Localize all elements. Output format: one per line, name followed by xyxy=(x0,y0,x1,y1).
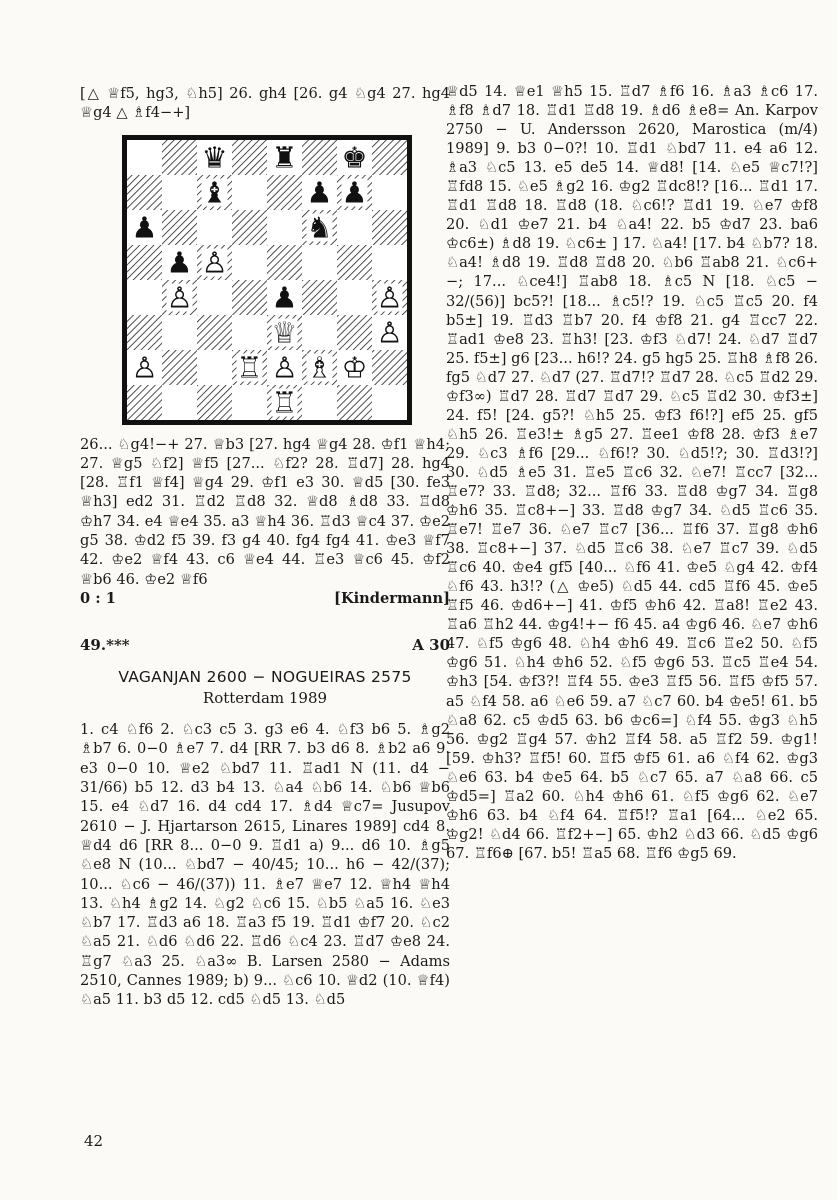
black-knight-icon: ♞ xyxy=(306,210,333,245)
board-square xyxy=(302,385,337,420)
result-line xyxy=(80,589,450,608)
game-number: 49.*** xyxy=(80,636,130,655)
board-square xyxy=(127,315,162,350)
board-square xyxy=(302,315,337,350)
board-square xyxy=(337,385,372,420)
board-square xyxy=(267,175,302,210)
board-square xyxy=(162,175,197,210)
black-pawn-icon: ♟ xyxy=(306,175,333,210)
white-bishop-icon: ♗ xyxy=(306,350,333,385)
board-square xyxy=(232,210,267,245)
board-square xyxy=(267,210,302,245)
post-diagram-text: 26... ♘g4!−+ 27. ♕b3 [27. hg4 ♕g4 28. ♔f1 ♕h4; 27. ♕g5 ♘f2] ♕f5 [27... ♘f2? 28. ♖d7] 28. hg4 [28. ♖f1 ♕f4] ♕g4 29. ♔f1 e3 30. ♕d5 [30. fe3 ♕h3] ed2 31. ♖d2 ♖d8 32. ♕d8 ♗d8 33. ♖d8 ♔h7 34. e4 ♕e4 35. a3 ♕h4 36. ♖d3 ♕c4 37. ♔e2 g5 38. ♔d2 f5 39. f3 g4 40. fg4 fg4 41. ♔e3 ♕f7 42. ♔e2 ♕f4 43. c6 ♕e4 44. ♖e3 ♕c6 45. ♔f2 ♕b6 46. ♔e2 ♕f6 xyxy=(80,435,450,588)
chess-board xyxy=(122,135,412,425)
board-square xyxy=(337,280,372,315)
black-pawn-icon: ♟ xyxy=(271,280,298,315)
board-square xyxy=(232,385,267,420)
board-square xyxy=(162,210,197,245)
black-pawn-icon: ♟ xyxy=(131,210,158,245)
game-title: VAGANJAN 2600 − NOGUEIRAS 2575 xyxy=(118,667,412,686)
white-rook-icon: ♖ xyxy=(236,350,263,385)
board-square xyxy=(197,280,232,315)
board-square xyxy=(162,315,197,350)
page-number: 42 xyxy=(84,1132,104,1150)
board-square xyxy=(337,315,372,350)
board-square xyxy=(302,140,337,175)
left-column xyxy=(80,84,450,1010)
black-queen-icon: ♛ xyxy=(201,140,228,175)
white-pawn-icon: ♙ xyxy=(166,280,193,315)
eco-code: A 30 xyxy=(412,636,450,655)
black-rook-icon: ♜ xyxy=(271,140,298,175)
annotator: [Kindermann] xyxy=(334,589,450,607)
board-square xyxy=(197,210,232,245)
board-square xyxy=(232,315,267,350)
board-square xyxy=(162,350,197,385)
board-square xyxy=(337,210,372,245)
chess-diagram xyxy=(122,135,412,425)
black-pawn-icon: ♟ xyxy=(341,175,368,210)
board-square xyxy=(302,245,337,280)
white-pawn-icon: ♙ xyxy=(376,315,403,350)
game-place: Rotterdam 1989 xyxy=(202,688,328,707)
white-pawn-icon: ♙ xyxy=(376,280,403,315)
board-square xyxy=(127,385,162,420)
board-square xyxy=(127,245,162,280)
board-square xyxy=(162,140,197,175)
board-square xyxy=(127,175,162,210)
board-square xyxy=(232,175,267,210)
black-king-icon: ♚ xyxy=(341,140,368,175)
white-king-icon: ♔ xyxy=(341,350,368,385)
pre-diagram-text: [△ ♕f5, hg3, ♘h5] 26. gh4 [26. g4 ♘g4 27. hg4 ♕g4 △ ♗f4−+] xyxy=(80,85,450,122)
board-square xyxy=(197,315,232,350)
board-square xyxy=(372,140,407,175)
board-square xyxy=(267,245,302,280)
white-pawn-icon: ♙ xyxy=(271,350,298,385)
game-header xyxy=(80,636,450,655)
white-rook-icon: ♖ xyxy=(271,385,298,420)
board-square xyxy=(302,280,337,315)
white-pawn-icon: ♙ xyxy=(131,350,158,385)
white-queen-icon: ♕ xyxy=(271,315,298,350)
board-square xyxy=(232,280,267,315)
board-square xyxy=(197,350,232,385)
board-square xyxy=(232,140,267,175)
board-square xyxy=(372,385,407,420)
board-square xyxy=(127,140,162,175)
board-square xyxy=(372,175,407,210)
game-moves: 1. c4 ♘f6 2. ♘c3 c5 3. g3 e6 4. ♘f3 b6 5. ♗g2 ♗b7 6. 0−0 ♗e7 7. d4 [RR 7. b3 d6 8. ♗b2 a6 9. e3 0−0 10. ♕e2 ♘bd7 11. ♖ad1 N (11. d4 − 31/66) b5 12. d3 b4 13. ♘a4 ♘b6 14. ♘b6 ♕b6 15. e4 ♘d7 16. d4 cd4 17. ♗d4 ♕c7= Jusupov 2610 − J. Hjartarson 2615, Linares 1989] cd4 8. ♕d4 d6 [RR 8... 0−0 9. ♖d1 a) 9... d6 10. ♗g5 ♘e8 N (10... ♘bd7 − 40/45; 10... h6 − 42/(37); 10... ♘c6 − 46/(37)) 11. ♗e7 ♕e7 12. ♕h4 ♕h4 13. ♘h4 ♗g2 14. ♘g2 ♘c6 15. ♘b5 ♘a5 16. ♘e3 ♘b7 17. ♖d3 a6 18. ♖a3 f5 19. ♖d1 ♔f7 20. ♘c2 ♘a5 21. ♘d6 ♘d6 22. ♖d6 ♘c4 23. ♖d7 ♔e8 24. ♖g7 ♘a3 25. ♘a3∞ B. Larsen 2580 − Adams 2510, Cannes 1989; b) 9... ♘c6 10. ♕d2 (10. ♕f4) ♘a5 11. b3 d5 12. cd5 ♘d5 13. ♘d5 xyxy=(80,721,450,1009)
board-square xyxy=(232,245,267,280)
board-square xyxy=(197,385,232,420)
right-column-text: ♕d5 14. ♕e1 ♕h5 15. ♖d7 ♗f6 16. ♗a3 ♗c6 17. ♗f8 ♗d7 18. ♖d1 ♖d8 19. ♗d6 ♗e8= An. Karpov 2750 − U. Andersson 2620, Marostica (m/4) 1989] 9. b3 0−0?! 10. ♖d1 ♘bd7 11. e4 a6 12. ♗a3 ♘c5 13. e5 de5 14. ♕d8! [14. ♘e5 ♕c7!?] ♖fd8 15. ♘e5 ♗g2 16. ♔g2 ♖dc8!? [16... ♖d1 17. ♖d1 ♖d8 18. ♖d8 (18. ♘c6!? ♖d1 19. ♘e7 ♔f8 20. ♘d1 ♔e7 21. b4 ♘a4! 22. b5 ♔d7 23. ba6 ♔c6±) ♗d8 19. ♘c6± ] 17. ♘a4! [17. b4 ♘b7? 18. ♘a4! ♗d8 19. ♖d8 ♖d8 20. ♘b6 ♖ab8 21. ♘c6+−; 17... ♘ce4!] ♖ab8 18. ♗c5 N [18. ♘c5 − 32/(56)] bc5?! [18... ♗c5!? 19. ♘c5 ♖c5 20. f4 b5±] 19. ♖d3 ♖b7 20. f4 ♔f8 21. g4 ♖cc7 22. ♖ad1 ♔e8 23. ♖h3! [23. ♔f3 ♘d7! 24. ♘d7 ♖d7 25. f5±] g6 [23... h6!? 24. g5 hg5 25. ♖h8 ♗f8 26. fg5 ♘d7 27. ♘d7 (27. ♖d7!? ♖d7 28. ♘c5 ♖d2 29. ♔f3∞) ♖d7 28. ♖d7 ♖d7 29. ♘c5 ♖d2 30. ♔f3±] 24. f5! [24. g5?! ♘h5 25. ♔f3 f6!?] ef5 25. gf5 ♘h5 26. ♖e3!± ♗g5 27. ♖ee1 ♔f8 28. ♔f3 ♗e7 29. ♘c3 ♗f6 [29... ♘f6!? 30. ♘d5!?; 30. ♖d3!?] 30. ♘d5 ♗e5 31. ♖e5 ♖c6 32. ♘e7! ♖cc7 [32... ♖e7? 33. ♖d8; 32... ♖f6 33. ♖d8 ♔g7 34. ♖g8 ♔h6 35. ♖c8+−] 33. ♖d8 ♔g7 34. ♘d5 ♖c6 35. ♖e7! ♖e7 36. ♘e7 ♖c7 [36... ♖f6 37. ♖g8 ♔h6 38. ♖c8+−] 37. ♘d5 ♖c6 38. ♘e7 ♖c7 39. ♘d5 ♖c6 40. ♔e4 gf5 [40... ♘f6 41. ♔e5 ♘g4 42. ♔f4 ♘f6 43. h3!? (△ ♔e5) ♘d5 44. cd5 ♖f6 45. ♔e5 ♖f5 46. ♔d6+−] 41. ♔f5 ♔h6 42. ♖a8! ♖e2 43. ♖a6 ♖h2 44. ♔g4!+− f6 45. a4 ♔g6 46. ♘e7 ♔h6 47. ♘f5 ♔g6 48. ♘h4 ♔h6 49. ♖c6 ♖e2 50. ♘f5 ♔g6 51. ♘h4 ♔h6 52. ♘f5 ♔g6 53. ♖c5 ♖e4 54. ♔h3 [54. ♔f3?! ♖f4 55. ♔e3 ♖f5 56. ♖f5 ♔f5 57. a5 ♘f4 58. a6 ♘e6 59. a7 ♘c7 60. b4 ♔e5! 61. b5 ♘a8 62. c5 ♔d5 63. b6 ♔c6=] ♘f4 55. ♔g3 ♘h5 56. ♔g2 ♖g4 57. ♔h2 ♖f4 58. a5 ♖f2 59. ♔g1! [59. ♔h3? ♖f5! 60. ♖f5 ♔f5 61. a6 ♘f4 62. ♔g3 ♘e6 63. b4 ♔e5 64. b5 ♘c7 65. a7 ♘a8 66. c5 ♔d5=] ♖a2 60. ♘h4 ♔h6 61. ♘f5 ♔g6 62. ♘e7 ♔h6 63. b4 ♘f4 64. ♖f5!? ♖a1 [64... ♘e2 65. ♔g2! ♘d4 66. ♖f2+−] 65. ♔h2 ♘d3 66. ♘d5 ♔g6 67. ♖f6⊕ [67. b5! ♖a5 68. ♖f6 ♔g5 69. xyxy=(446,83,818,862)
board-square xyxy=(372,210,407,245)
game-result: 0 : 1 xyxy=(80,589,116,607)
black-bishop-icon: ♝ xyxy=(201,175,228,210)
board-square xyxy=(372,350,407,385)
board-square xyxy=(372,245,407,280)
right-column xyxy=(446,82,818,863)
black-pawn-icon: ♟ xyxy=(166,245,193,280)
board-square xyxy=(127,280,162,315)
white-pawn-icon: ♙ xyxy=(201,245,228,280)
board-square xyxy=(162,385,197,420)
board-square xyxy=(337,245,372,280)
